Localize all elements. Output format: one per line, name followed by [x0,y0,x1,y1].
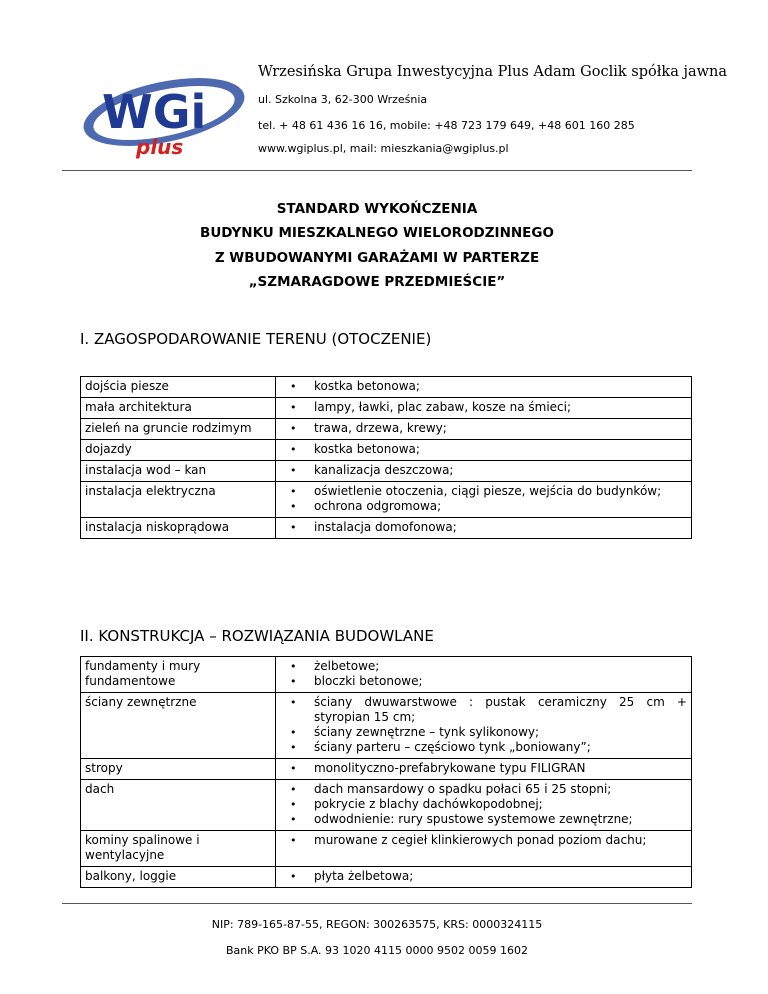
row-label: fundamenty i mury fundamentowe [81,657,276,693]
table-row [81,518,692,539]
list-item: • kanalizacja deszczowa; [284,463,687,478]
list-item: • lampy, ławki, plac zabaw, kosze na śmieci; [284,400,687,415]
company-phones: tel. + 48 61 436 16 16, mobile: +48 723 179 649, +48 601 160 285 [258,119,635,132]
row-label: dach [81,780,276,831]
row-label: zieleń na gruncie rodzimym [81,419,276,440]
company-contact: www.wgiplus.pl, mail: mieszkania@wgiplus.pl [258,142,509,155]
list-item: • kostka betonowa; [284,442,687,457]
bullet-icon: • [290,500,297,513]
list-item: • pokrycie z blachy dachówkopodobnej; [284,797,687,812]
logo-subtext: plus [136,135,184,159]
bullet-icon: • [290,813,297,826]
table-row [81,482,692,518]
doc-title-line1: STANDARD WYKOŃCZENIA [276,201,478,217]
table-row [81,657,692,693]
section2-heading: II. KONSTRUKCJA – ROZWIĄZANIA BUDOWLANE [80,627,434,645]
table-row [81,693,692,759]
header-divider [62,170,692,171]
bullet-icon: • [290,783,297,796]
bullet-icon: • [290,521,297,534]
footer-bank-account: Bank PKO BP S.A. 93 1020 4115 0000 9502 0059 1602 [226,944,528,957]
bullet-icon: • [290,422,297,435]
row-label: mała architektura [81,398,276,419]
list-item: • ściany parteru – częściowo tynk „boniowany”; [284,740,687,755]
letterhead [80,60,727,170]
row-label: instalacja elektryczna [81,482,276,518]
list-item: • bloczki betonowe; [284,674,687,689]
doc-title-line2: BUDYNKU MIESZKALNEGO WIELORODZINNEGO [200,225,554,241]
row-label: instalacja niskoprądowa [81,518,276,539]
row-label: dojścia piesze [81,377,276,398]
bullet-icon: • [290,464,297,477]
bullet-icon: • [290,741,297,754]
bullet-icon: • [290,834,297,847]
table-row [81,377,692,398]
list-item: • murowane z cegieł klinkierowych ponad poziom dachu; [284,833,687,848]
logo-text: WGi [102,85,207,139]
section1-heading: I. ZAGOSPODAROWANIE TERENU (OTOCZENIE) [80,330,432,348]
company-logo [80,72,248,162]
list-item: • odwodnienie: rury spustowe systemowe zewnętrzne; [284,812,687,827]
bullet-icon: • [290,798,297,811]
row-label: kominy spalinowe i wentylacyjne [81,831,276,867]
row-label: dojazdy [81,440,276,461]
list-item: • trawa, drzewa, krewy; [284,421,687,436]
table-row [81,440,692,461]
table-row [81,831,692,867]
table-row [81,759,692,780]
row-label: instalacja wod – kan [81,461,276,482]
table-row [81,398,692,419]
table-row [81,419,692,440]
list-item: • kostka betonowa; [284,379,687,394]
doc-title-line3: Z WBUDOWANYMI GARAŻAMI W PARTERZE [214,250,540,266]
table-row [81,867,692,888]
bullet-icon: • [290,485,297,498]
bullet-icon: • [290,870,297,883]
company-name: Wrzesińska Grupa Inwestycyjna Plus Adam Goclik spółka jawna [258,64,727,80]
doc-title-line4: „SZMARAGDOWE PRZEDMIEŚCIE” [248,274,506,290]
list-item: • żelbetowe; [284,659,687,674]
list-item: • ściany dwuwarstwowe : pustak ceramiczny 25 cm + styropian 15 cm; [284,695,687,725]
section1-table [80,376,692,539]
bullet-icon: • [290,762,297,775]
footer-company-ids: NIP: 789-165-87-55, REGON: 300263575, KRS: 0000324115 [211,918,543,931]
section2-table [80,656,692,888]
bullet-icon: • [290,401,297,414]
bullet-icon: • [290,726,297,739]
row-label: stropy [81,759,276,780]
bullet-icon: • [290,675,297,688]
bullet-icon: • [290,380,297,393]
table-row [81,461,692,482]
bullet-icon: • [290,696,297,709]
bullet-icon: • [290,443,297,456]
list-item: • płyta żelbetowa; [284,869,687,884]
list-item: • monolityczno-prefabrykowane typu FILIGRAN [284,761,687,776]
footer-divider [62,903,692,904]
list-item: • ściany zewnętrzne – tynk sylikonowy; [284,725,687,740]
list-item: • instalacja domofonowa; [284,520,687,535]
table-row [81,780,692,831]
list-item: • ochrona odgromowa; [284,499,687,514]
company-address: ul. Szkolna 3, 62-300 Września [258,93,428,106]
list-item: • dach mansardowy o spadku połaci 65 i 25 stopni; [284,782,687,797]
bullet-icon: • [290,660,297,673]
row-label: ściany zewnętrzne [81,693,276,759]
list-item: • oświetlenie otoczenia, ciągi piesze, wejścia do budynków; [284,484,687,499]
row-label: balkony, loggie [81,867,276,888]
